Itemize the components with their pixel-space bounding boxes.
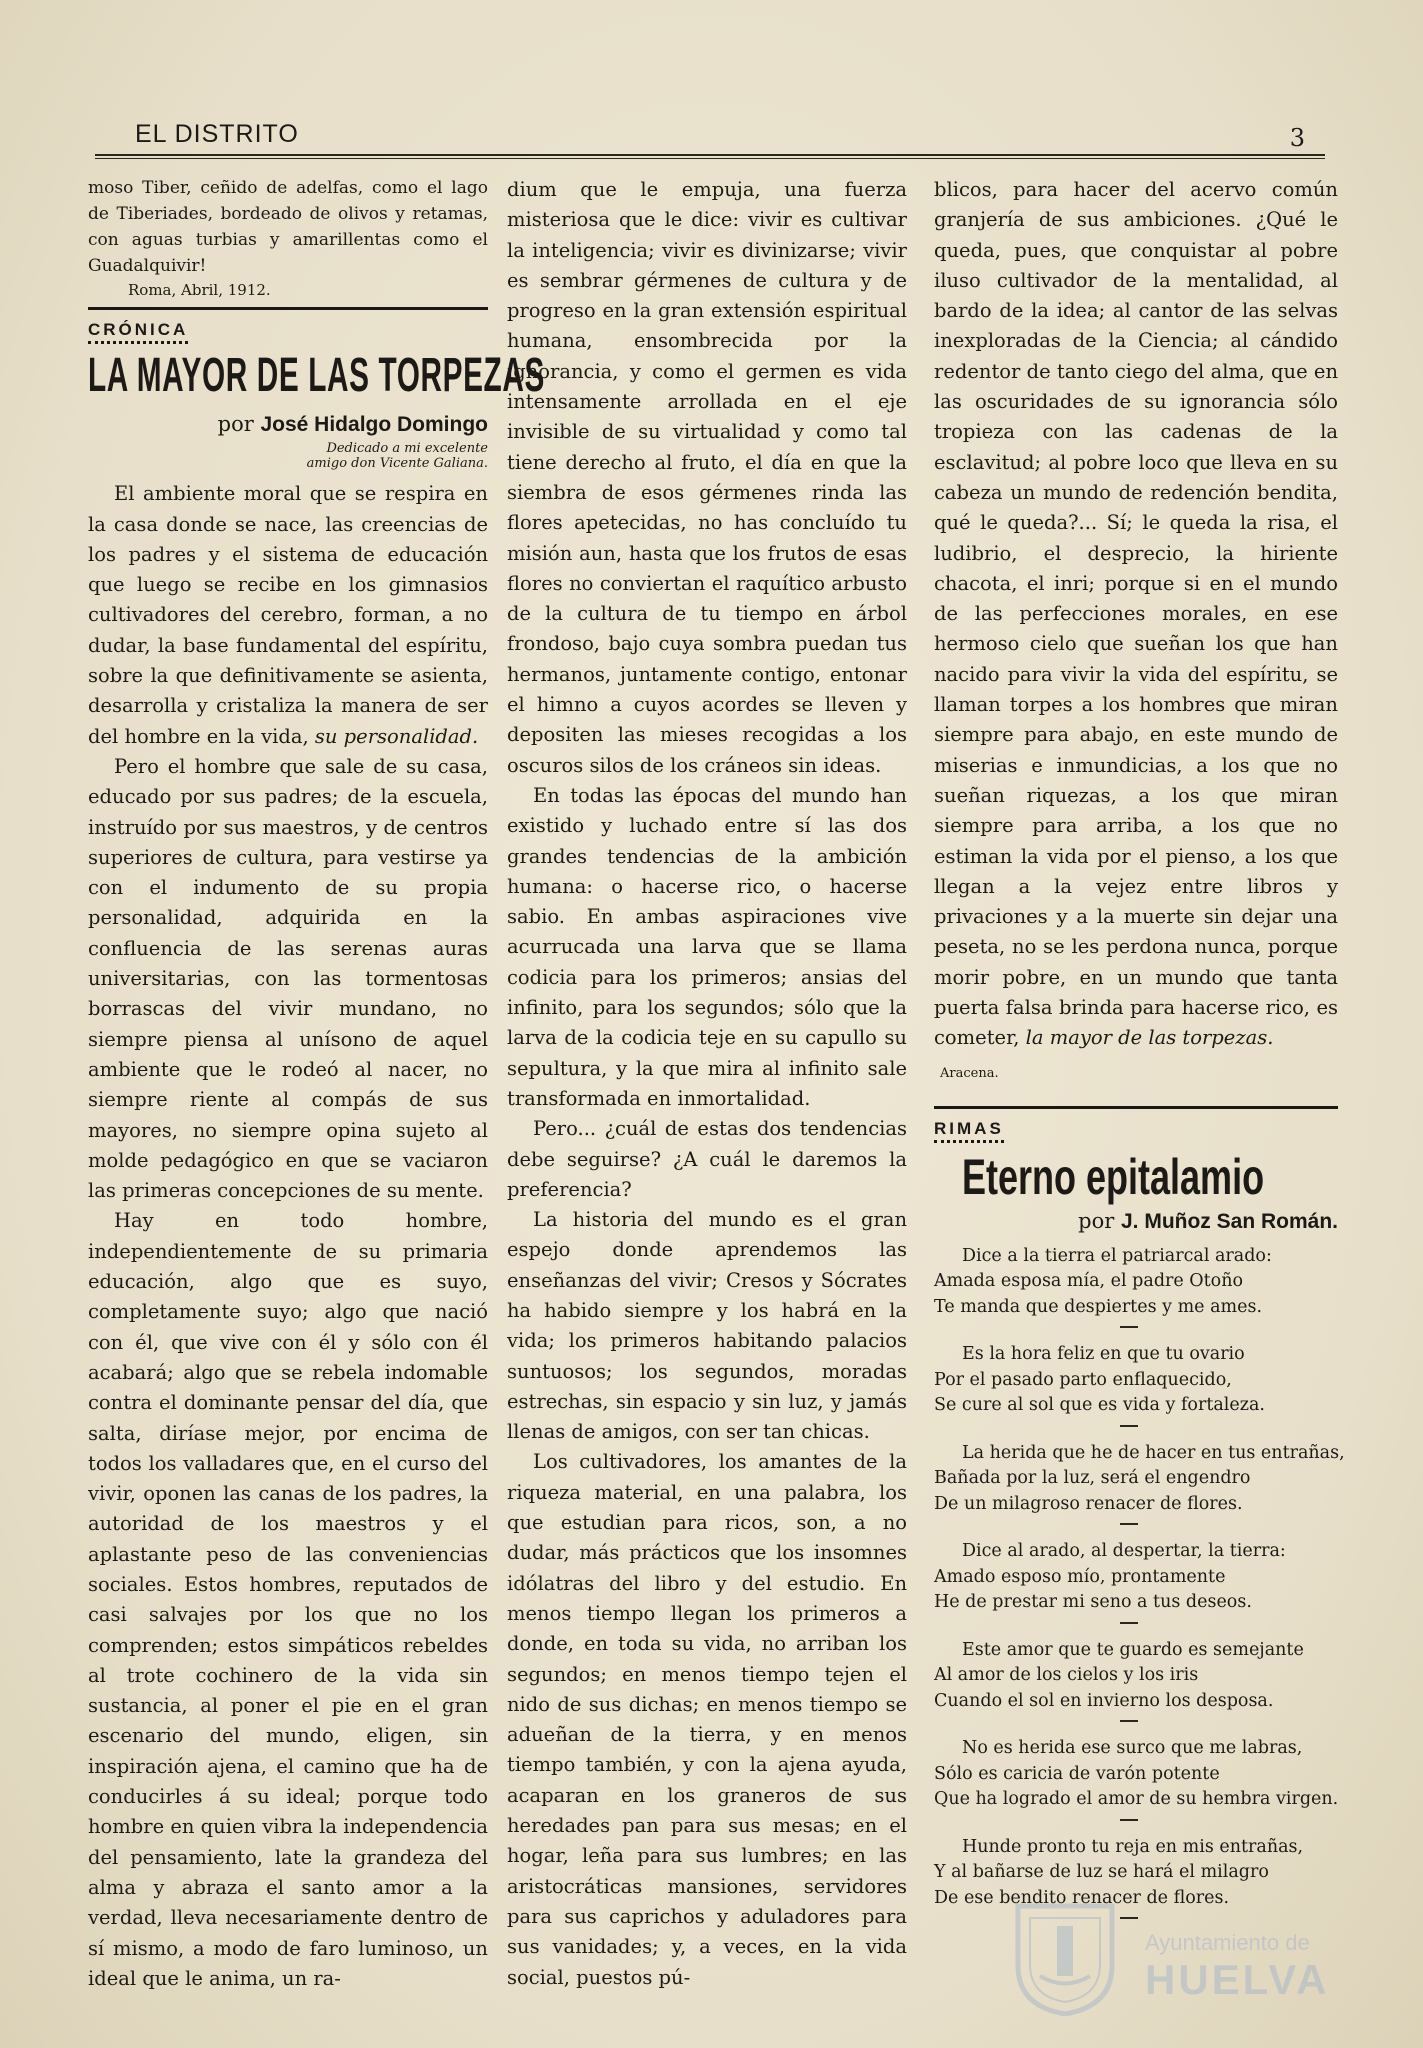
poem-line: De ese bendito renacer de flores.	[934, 1887, 1230, 1908]
paragraph: Hay en todo hombre, independientemente de su primaria educación, algo que es suyo, completamente suyo; algo que nació con él, que vive con él y sólo con él acabará; algo que se rebela indomable contra el dominante pensar del día, que salta, diríase mejor, por encima de todos los valladares que, en el curso del vivir, oponen las canas de los padres, la autoridad de los maestros y el aplastante peso de las conveniencias sociales. Estos hombres, reputados de casi salvajes por los que no los comprenden; estos simpáticos rebeldes al trote cochinero de la vida sin sustancia, al poner el pie en el gran escenario del mundo, eligen, sin inspiración ajena, el camino que ha de conducirles á su ideal; porque todo hombre en quien vibra la independencia del pensamiento, late la grandeza del alma y abraza el santo amor a la verdad, lleva necesariamente dentro de sí mismo, a modo de faro luminoso, un ideal que le anima, un ra-	[88, 1209, 488, 1990]
poem-line: Dice al arado, al despertar, la tierra:	[962, 1541, 1286, 1562]
stanza-separator	[1120, 1523, 1138, 1525]
poem-line: Este amor que te guardo es semejante	[962, 1639, 1304, 1660]
poem-line: Y al bañarse de luz se hará el milagro	[934, 1862, 1269, 1883]
dedication-line-1: Dedicado a mi excelente	[326, 441, 488, 457]
poem-line: No es herida ese surco que me labras,	[962, 1738, 1303, 1759]
poem-line: Amado esposo mío, prontamente	[934, 1566, 1226, 1587]
coat-of-arms-icon	[1010, 1896, 1120, 2016]
poem-line: Sólo es caricia de varón potente	[934, 1763, 1220, 1784]
emphasis-text: su personalidad.	[314, 724, 479, 748]
publication-title: EL DISTRITO	[135, 120, 299, 148]
column-3	[934, 175, 1345, 1933]
poem-byline	[934, 1207, 1338, 1236]
paragraph: Pero... ¿cuál de estas dos tendencias debe seguirse? ¿A cuál le daremos la preferencia?	[507, 1117, 907, 1201]
byline-author: J. Muñoz San Román.	[1120, 1209, 1338, 1233]
stanza	[934, 1441, 1345, 1518]
paragraph	[934, 175, 1338, 1054]
poem-headline: Eterno epitalamio	[962, 1148, 1265, 1205]
watermark	[1010, 1890, 1330, 2025]
dateline: Roma, Abril, 1912.	[128, 281, 271, 299]
stanza	[934, 1638, 1338, 1715]
poem-line: Se cure al sol que es vida y fortaleza.	[934, 1395, 1265, 1416]
stanza	[934, 1539, 1338, 1616]
poem-line: Al amor de los cielos y los iris	[934, 1665, 1199, 1686]
watermark-line-2: HUELVA	[1145, 1956, 1330, 2003]
page-header	[95, 118, 1325, 156]
paragraph: La historia del mundo es el gran espejo donde aprendemos las enseñanzas del vivir; Cresos y Sócrates ha habido siempre y los habrá en la vida; los primeros habitando palacios suntuosos; los segundos, moradas estrechas, sin espacio y sin luz, y jamás llenas de amigos, con ser tan chicas.	[507, 1208, 907, 1444]
poem-line: Cuando el sol en invierno los desposa.	[934, 1690, 1274, 1711]
poem-line: Te manda que despiertes y me ames.	[934, 1296, 1263, 1317]
paragraph	[88, 479, 488, 752]
paragraph: dium que le empuja, una fuerza misteriosa que le dice: vivir es cultivar la inteligencia; vivir es divinizarse; vivir es sembrar gérmenes de cultura y de progreso en la gran extensión espiritual humana, ensombrecida por la ignorancia, y como el germen es vida intensamente arrollada en el eje invisible de su virtualidad y como tal tiene derecho al fruto, el día en que la siembra de esos gérmenes rinda las flores apetecidas, no has concluído tu misión aun, hasta que los frutos de esas flores no conviertan el raquítico arbusto de la cultura de tu tiempo en árbol frondoso, bajo cuya sombra puedan tus hermanos, juntamente contigo, entonar el himno a cuyos acordes se lleven y depositen las mieses recogidas a los oscuros silos de los cráneos sin ideas.	[507, 178, 907, 777]
poem-line: Que ha logrado el amor de su hembra virgen.	[934, 1789, 1339, 1810]
watermark-line-1: Ayuntamiento de	[1145, 1930, 1310, 1955]
poem-line: Amada esposa mía, el padre Otoño	[934, 1271, 1244, 1292]
byline-author: José Hidalgo Domingo	[260, 413, 488, 437]
section-rule	[88, 307, 488, 310]
paragraph-text: blicos, para hacer del acervo común granjería de sus ambiciones. ¿Qué le queda, pues, que conquistar al pobre iluso cultivador de la mentalidad, al bardo de la idea; al cantor de las selvas inexploradas de la Ciencia; al cándido redentor de tanto ciego del alma, que en las oscuridades de su ignorancia sólo tropieza con las cadenas de la esclavitud; al pobre loco que lleva en su cabeza un mundo de redención bendita, qué le queda?... Sí; le queda la risa, el ludibrio, el desprecio, la hiriente chacota, el inri; porque si en el mundo de las perfecciones morales, en ese hermoso cielo que sueñan los que han nacido para vivir la vida del espíritu, se llaman torpes a los hombres que miran siempre para abajo, en este mundo de miserias e inmundicias, a los que no sueñan riquezas, a los que miran siempre para arriba, a los que no estiman la vida por el pienso, a los que llegan a la vejez entre libros y privaciones y a la muerte sin dejar una peseta, no se les perdona nunca, porque morir pobre, en un mundo que tanta puerta falsa brinda para hacerse rico, es cometer,	[934, 178, 1338, 1050]
poem	[934, 1244, 1345, 1920]
stanza	[934, 1342, 1338, 1419]
page-number: 3	[1289, 124, 1305, 152]
poem-line: He de prestar mi seno a tus deseos.	[934, 1592, 1252, 1613]
stanza	[934, 1736, 1338, 1813]
emphasis-text: la mayor de las torpezas.	[1025, 1026, 1274, 1050]
stanza-separator	[1120, 1425, 1138, 1427]
byline	[88, 410, 488, 439]
section-label-cronica: CRÓNICA	[88, 320, 188, 344]
paragraph: Pero el hombre que sale de su casa, educado por sus padres; de la escuela, instruído por sus maestros, y de centros superiores de cultura, para vestirse ya con el indumento de su propia personalidad, adquirida en la confluencia de las serenas auras universitarias, con las tormentosas borrascas del vivir mundano, no siempre piensa al unísono de aquel ambiente que le rodeó al nacer, no siempre riente al compás de sus mayores, no siempre opina sujeto al molde pedagógico en que se vaciaron las primeras concepciones de su mente.	[88, 754, 488, 1203]
byline-prefix: por	[217, 412, 254, 437]
section-rule	[934, 1106, 1338, 1109]
dedication	[88, 441, 488, 471]
byline-prefix: por	[1078, 1208, 1115, 1233]
poem-line: Es la hora feliz en que tu ovario	[962, 1344, 1245, 1365]
stanza-separator	[1120, 1720, 1138, 1722]
signature: Aracena.	[940, 1065, 999, 1081]
paragraph: Los cultivadores, los amantes de la riqueza material, en una palabra, los que estudian para ricos, son, a no dudar, más prácticos que los insomnes idólatras del libro y del estudio. En menos tiempo llegan los primeros a donde, en toda su vida, no arriban los segundos; en menos tiempo tejen el nido de sus dichas; en menos tiempo se adueñan de la tierra, y en menos tiempo también, y con la ajena ayuda, acaparan en los graneros de sus heredades pan para sus mesas; en el hogar, leña para sus lumbres; en las aristocráticas mansiones, servidores para sus caprichos y aduladores para sus vanidades; y, a veces, en la vida social, puestos pú-	[507, 1450, 907, 1989]
poem-line: Dice a la tierra el patriarcal arado:	[962, 1245, 1272, 1266]
column-2	[507, 175, 907, 1993]
section-label-rimas: RIMAS	[934, 1119, 1004, 1143]
column-1	[88, 175, 545, 1994]
paragraph-text: El ambiente moral que se respira en la casa donde se nace, las creencias de los padres y el sistema de educación que luego se recibe en los gimnasios cultivadores del cerebro, forman, a no dudar, la base fundamental del espíritu, sobre la que definitivamente se asienta, desarrolla y cristaliza la manera de ser del hombre en la vida,	[88, 482, 488, 748]
header-rule	[95, 158, 1325, 159]
poem-line: Bañada por la luz, será el engendro	[934, 1468, 1251, 1489]
stanza-separator	[1120, 1622, 1138, 1624]
continued-text: moso Tiber, ceñido de adelfas, como el lago de Tiberiades, bordeado de olivos y retamas, con aguas turbias y amarillentas como el Guadalquivir!	[88, 178, 488, 276]
poem-line: La herida que he de hacer en tus entrañas,	[962, 1442, 1345, 1463]
paragraph: En todas las épocas del mundo han existido y luchado entre sí las dos grandes tendencias de la ambición humana: o hacerse rico, o hacerse sabio. En ambas aspiraciones vive acurrucada una larva que se llama codicia para los primeros; ansias del infinito, para los segundos; sólo que la larva de la codicia teje en su capullo su sepultura, y la que mira al infinito sale transformada en inmortalidad.	[507, 783, 907, 1110]
stanza	[934, 1244, 1338, 1321]
poem-line: Hunde pronto tu reja en mis entrañas,	[962, 1836, 1304, 1857]
dedication-line-2: amigo don Vicente Galiana.	[306, 456, 488, 472]
poem-line: Por el pasado parto enflaquecido,	[934, 1369, 1232, 1390]
stanza-separator	[1120, 1326, 1138, 1328]
poem-line: De un milagroso renacer de flores.	[934, 1493, 1243, 1514]
article-headline: LA MAYOR DE LAS TORPEZAS	[88, 349, 545, 403]
stanza-separator	[1120, 1819, 1138, 1821]
